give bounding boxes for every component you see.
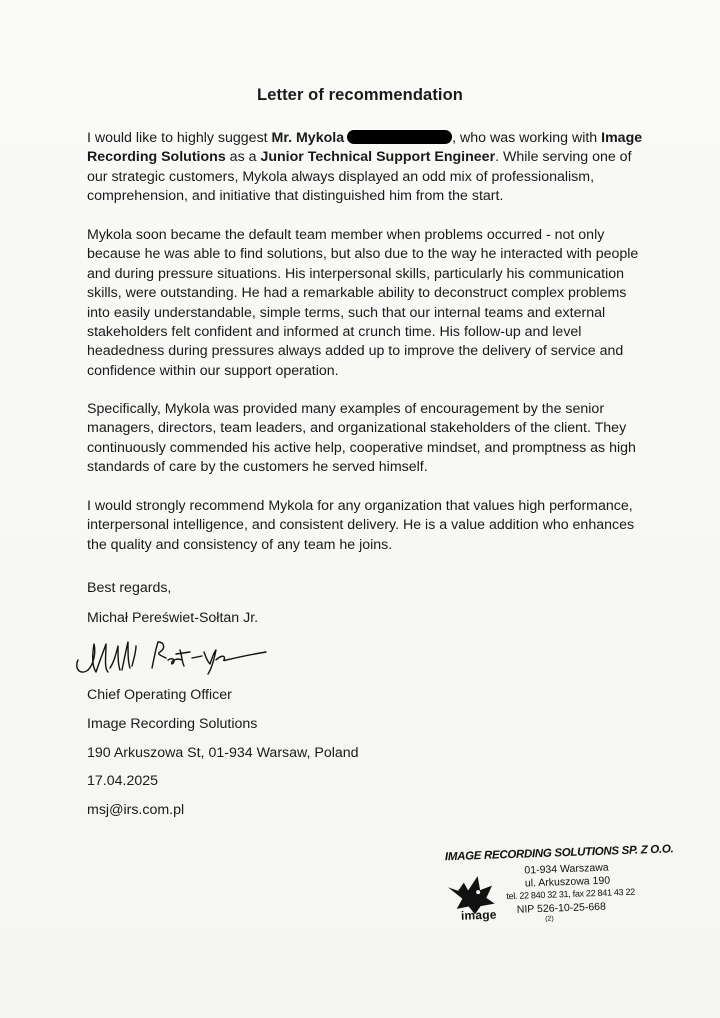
- stamp-phone: tel. 22 840 32 31, fax 22 841 43 22: [506, 886, 636, 902]
- stamp-copy-number: (2): [545, 915, 554, 923]
- stamp-tax-id: NIP 526-10-25-668: [516, 900, 607, 916]
- paragraph-problem-solving: Mykola soon became the default team member when problems occurred - not only because he was able to find solutions, but also due to the way he interacted with people and during pressure situations. His interpersonal skills, particularly his communication skills, were outstanding. He had a remarkable ability to deconstruct complex problems into easily understandable, simple terms, such that our internal teams and external stakeholders felt confident and informed at crunch time. His follow-up and level headedness during pressures always added up to improve the delivery of service and confidence within our support operation.: [87, 227, 639, 379]
- handwritten-signature: [70, 630, 270, 680]
- company-stamp: [429, 842, 674, 930]
- stamp-city: 01-934 Warszawa: [524, 861, 609, 877]
- position-title: Junior Technical Support Engineer: [260, 149, 496, 166]
- closing: Best regards,: [87, 580, 172, 596]
- redacted-surname: [347, 130, 452, 144]
- letter-title: Letter of recommendation: [257, 86, 463, 104]
- signer-name: Michał Pereświet-Sołtan Jr.: [87, 610, 259, 626]
- signer-email: msj@irs.com.pl: [87, 802, 185, 818]
- paragraph-recommendation: I would strongly recommend Mykola for any organization that values high performance, interpersonal intelligence, and consistent delivery. He is a value addition who enhances the quality and consistency of any team he joins.: [87, 498, 635, 553]
- stamp-title: IMAGE RECORDING SOLUTIONS SP. Z O.O.: [444, 843, 674, 864]
- paragraph-encouragement: Specifically, Mykola was provided many examples of encouragement by the senior managers, directors, team leaders, and organizational stakeholders of the client. They continuously commended his active help, cooperative mindset, and promptness as high standards of care by the customers he served himself.: [87, 401, 636, 476]
- stamp-street: ul. Arkuszowa 190: [524, 874, 611, 890]
- stamp-logo-text: image: [460, 907, 497, 923]
- paragraph-intro: [87, 129, 647, 207]
- letter-date: 17.04.2025: [87, 773, 159, 789]
- after-name-text: , who was working with: [452, 130, 602, 146]
- signer-address: 190 Arkuszowa St, 01-934 Warsaw, Poland: [87, 745, 359, 761]
- as-a-text: as a: [225, 149, 261, 166]
- intro-text: I would like to highly suggest: [87, 130, 272, 146]
- signer-role: Chief Operating Officer: [87, 687, 232, 703]
- candidate-name: Mr. Mykola: [271, 130, 345, 146]
- signer-company: Image Recording Solutions: [87, 716, 258, 732]
- company-bold: Image Recording Solutions: [87, 130, 643, 166]
- intro-rest-text: . While serving one of our strategic customers, Mykola always displayed an odd mix of professionalism, comprehension, and initiative that distinguished him from the start.: [87, 149, 632, 205]
